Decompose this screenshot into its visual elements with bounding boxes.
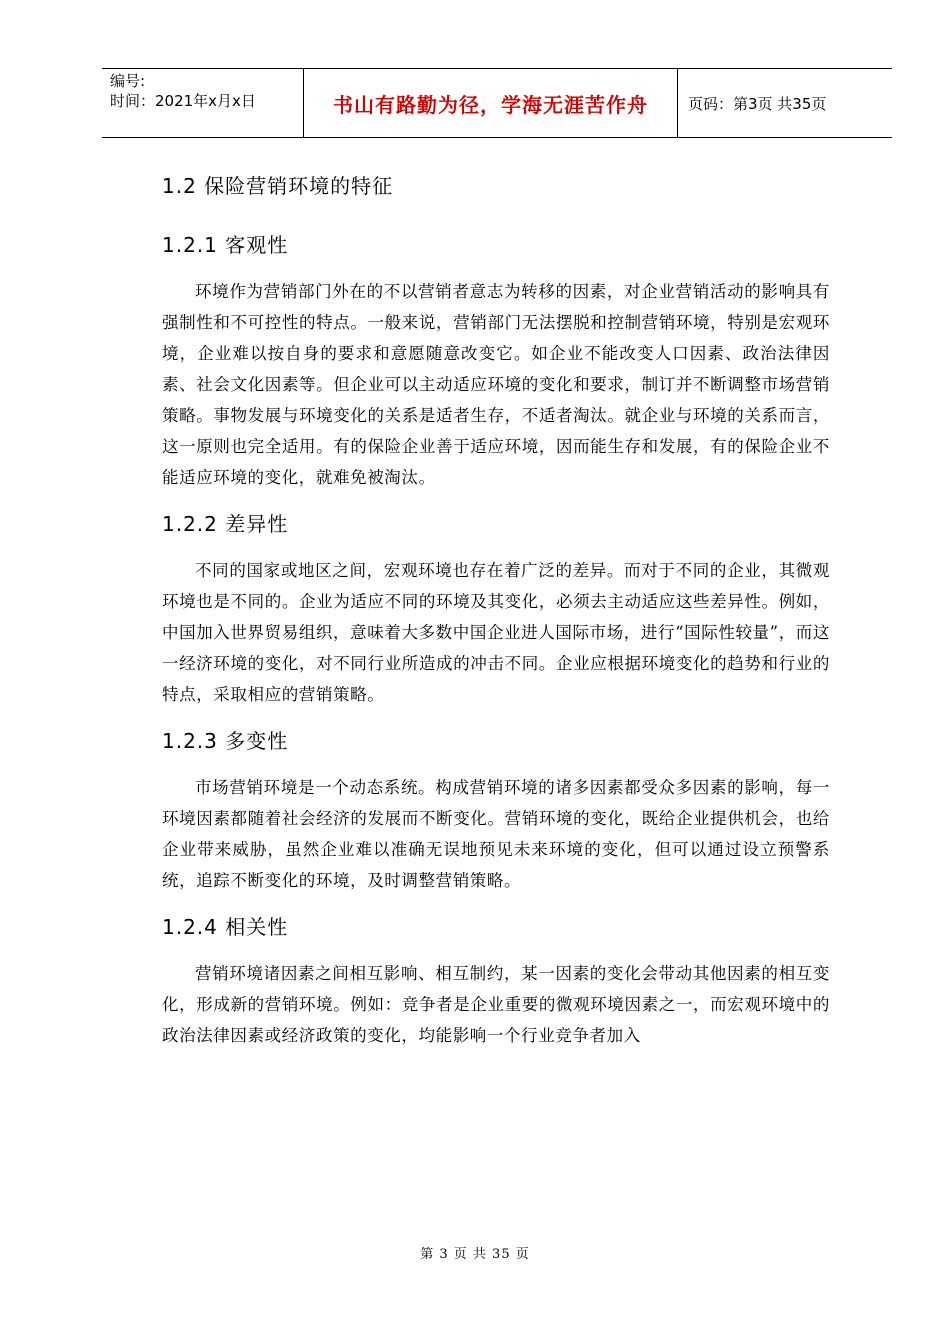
header-meta-cell — [102, 69, 304, 137]
header-motto: 书山有路勤为径，学海无涯苦作舟 — [304, 69, 678, 137]
subsection-title-variability: 1.2.3 多变性 — [162, 729, 289, 753]
document-header — [102, 68, 892, 138]
header-page-info: 页码：第3页 共35页 — [688, 94, 827, 113]
paragraph-correlation: 营销环境诸因素之间相互影响、相互制约，某一因素的变化会带动其他因素的相互变化，形成新的营销环境。例如：竞争者是企业重要的微观环境因素之一，而宏观环境中的政治法律因素或经济政策的变化，均能影响一个行业竞争者加入 — [162, 964, 830, 1045]
subsection-title-difference: 1.2.2 差异性 — [162, 512, 289, 536]
document-number-label: 编号: — [110, 72, 146, 90]
subsection-title-objectivity: 1.2.1 客观性 — [162, 233, 289, 257]
section-title: 1.2 保险营销环境的特征 — [162, 174, 394, 198]
paragraph-difference: 不同的国家或地区之间，宏观环境也存在着广泛的差异。而对于不同的企业，其微观环境也是不同的。企业为适应不同的环境及其变化，必须去主动适应这些差异性。例如，中国加入世界贸易组织，意味着大多数中国企业进人国际市场，进行“国际性较量”，而这一经济环境的变化，对不同行业所造成的冲击不同。企业应根据环境变化的趋势和行业的特点，采取相应的营销策略。 — [162, 561, 830, 704]
subsection-title-correlation: 1.2.4 相关性 — [162, 915, 289, 939]
paragraph-objectivity: 环境作为营销部门外在的不以营销者意志为转移的因素，对企业营销活动的影响具有强制性和不可控性的特点。一般来说，营销部门无法摆脱和控制营销环境，特别是宏观环境，企业难以按自身的要求和意愿随意改变它。如企业不能改变人口因素、政治法律因素、社会文化因素等。但企业可以主动适应环境的变化和要求，制订并不断调整市场营销策略。事物发展与环境变化的关系是适者生存，不适者淘汰。就企业与环境的关系而言，这一原则也完全适用。有的保险企业善于适应环境，因而能生存和发展，有的保险企业不能适应环境的变化，就难免被淘汰。 — [162, 282, 830, 487]
paragraph-variability: 市场营销环境是一个动态系统。构成营销环境的诸多因素都受众多因素的影响，每一环境因素都随着社会经济的发展而不断变化。营销环境的变化，既给企业提供机会，也给企业带来威胁，虽然企业难以准确无误地预见未来环境的变化，但可以通过设立预警系统，追踪不断变化的环境，及时调整营销策略。 — [162, 778, 830, 890]
document-body — [162, 160, 830, 1057]
document-time-label: 时间：2021年x月x日 — [110, 92, 256, 110]
page-footer: 第 3 页 共 35 页 — [420, 1247, 530, 1262]
